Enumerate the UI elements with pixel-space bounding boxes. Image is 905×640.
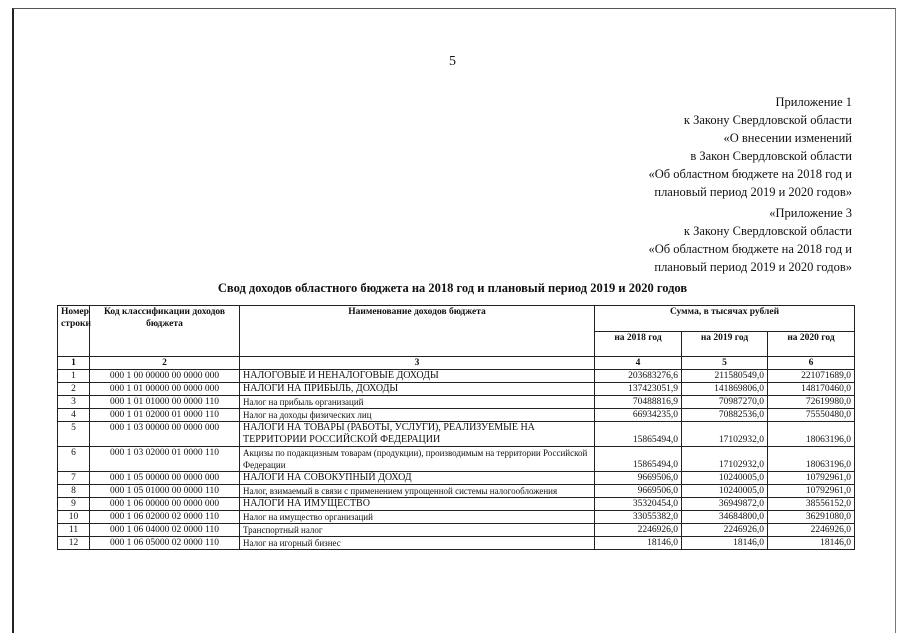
- appendix-1-line: «О внесении изменений: [723, 131, 852, 145]
- header-2019: на 2019 год: [682, 331, 768, 357]
- row-number-cell: 10: [58, 511, 90, 524]
- value-2019-cell: 34684800,0: [682, 511, 768, 524]
- value-2019-cell: 17102932,0: [682, 422, 768, 447]
- header-sum: Сумма, в тысячах рублей: [595, 306, 855, 332]
- value-2019-cell: 10240005,0: [682, 472, 768, 485]
- appendix-1-line: к Закону Свердловской области: [683, 113, 852, 127]
- column-number: 4: [595, 357, 682, 370]
- header-code: Код классификации доходов бюджета: [90, 306, 240, 357]
- name-cell: Налог на доходы физических лиц: [240, 409, 595, 422]
- table-row: [58, 511, 855, 524]
- value-2018-cell: 137423051,9: [595, 383, 682, 396]
- table-row: [58, 422, 855, 447]
- table-row: [58, 537, 855, 550]
- value-2018-cell: 203683276,6: [595, 370, 682, 383]
- value-2020-cell: 10792961,0: [768, 485, 855, 498]
- value-2019-cell: 70882536,0: [682, 409, 768, 422]
- name-cell: Налог на прибыль организаций: [240, 396, 595, 409]
- budget-table: [57, 305, 855, 550]
- appendix-1-line: в Закон Свердловской области: [690, 149, 852, 163]
- name-cell: НАЛОГИ НА СОВОКУПНЫЙ ДОХОД: [240, 472, 595, 485]
- name-cell: Налог, взимаемый в связи с применением упрощенной системы налогообложения: [240, 485, 595, 498]
- row-number-cell: 11: [58, 524, 90, 537]
- value-2020-cell: 18146,0: [768, 537, 855, 550]
- table-row: [58, 524, 855, 537]
- row-number-cell: 2: [58, 383, 90, 396]
- appendix-3-block: [648, 204, 852, 276]
- value-2019-cell: 2246926,0: [682, 524, 768, 537]
- appendix-3-line: к Закону Свердловской области: [683, 224, 852, 238]
- value-2019-cell: 211580549,0: [682, 370, 768, 383]
- value-2018-cell: 35320454,0: [595, 498, 682, 511]
- table-row: [58, 485, 855, 498]
- value-2018-cell: 15865494,0: [595, 447, 682, 472]
- code-cell: 000 1 05 00000 00 0000 000: [90, 472, 240, 485]
- name-cell: НАЛОГИ НА ТОВАРЫ (РАБОТЫ, УСЛУГИ), РЕАЛИЗУЕМЫЕ НА ТЕРРИТОРИИ РОССИЙСКОЙ ФЕДЕРАЦИИ: [240, 422, 595, 447]
- table-row: [58, 383, 855, 396]
- code-cell: 000 1 01 02000 01 0000 110: [90, 409, 240, 422]
- table-row: [58, 498, 855, 511]
- table-row: [58, 472, 855, 485]
- row-number-cell: 4: [58, 409, 90, 422]
- value-2018-cell: 18146,0: [595, 537, 682, 550]
- value-2018-cell: 66934235,0: [595, 409, 682, 422]
- value-2019-cell: 36949872,0: [682, 498, 768, 511]
- name-cell: Налог на имущество организаций: [240, 511, 595, 524]
- appendix-3-line: плановый период 2019 и 2020 годов»: [654, 260, 852, 274]
- name-cell: Акцизы по подакцизным товарам (продукции), производимым на территории Российской Федерации: [240, 447, 595, 472]
- name-cell: Транспортный налог: [240, 524, 595, 537]
- value-2019-cell: 70987270,0: [682, 396, 768, 409]
- value-2018-cell: 15865494,0: [595, 422, 682, 447]
- appendix-1-line: «Об областном бюджете на 2018 год и: [648, 167, 852, 181]
- name-cell: НАЛОГИ НА ПРИБЫЛЬ, ДОХОДЫ: [240, 383, 595, 396]
- appendix-1-block: [648, 93, 852, 201]
- value-2019-cell: 17102932,0: [682, 447, 768, 472]
- column-number: 5: [682, 357, 768, 370]
- column-number: 2: [90, 357, 240, 370]
- value-2020-cell: 148170460,0: [768, 383, 855, 396]
- row-number-cell: 8: [58, 485, 90, 498]
- value-2018-cell: 33055382,0: [595, 511, 682, 524]
- value-2018-cell: 70488816,9: [595, 396, 682, 409]
- code-cell: 000 1 01 00000 00 0000 000: [90, 383, 240, 396]
- row-number-cell: 12: [58, 537, 90, 550]
- table-row: [58, 409, 855, 422]
- value-2020-cell: 75550480,0: [768, 409, 855, 422]
- appendix-1-line: плановый период 2019 и 2020 годов»: [654, 185, 852, 199]
- header-2020: на 2020 год: [768, 331, 855, 357]
- code-cell: 000 1 03 02000 01 0000 110: [90, 447, 240, 472]
- value-2020-cell: 221071689,0: [768, 370, 855, 383]
- table-row: [58, 396, 855, 409]
- header-2018: на 2018 год: [595, 331, 682, 357]
- value-2018-cell: 2246926,0: [595, 524, 682, 537]
- table-row: [58, 447, 855, 472]
- value-2020-cell: 18063196,0: [768, 422, 855, 447]
- header-name: Наименование доходов бюджета: [240, 306, 595, 357]
- column-number: 3: [240, 357, 595, 370]
- value-2020-cell: 38556152,0: [768, 498, 855, 511]
- value-2020-cell: 10792961,0: [768, 472, 855, 485]
- code-cell: 000 1 06 00000 00 0000 000: [90, 498, 240, 511]
- row-number-cell: 5: [58, 422, 90, 447]
- code-cell: 000 1 03 00000 00 0000 000: [90, 422, 240, 447]
- value-2018-cell: 9669506,0: [595, 485, 682, 498]
- value-2020-cell: 72619980,0: [768, 396, 855, 409]
- name-cell: Налог на игорный бизнес: [240, 537, 595, 550]
- row-number-cell: 6: [58, 447, 90, 472]
- code-cell: 000 1 01 01000 00 0000 110: [90, 396, 240, 409]
- appendix-1-line: Приложение 1: [775, 95, 852, 109]
- value-2020-cell: 36291080,0: [768, 511, 855, 524]
- table-row: [58, 370, 855, 383]
- code-cell: 000 1 06 05000 02 0000 110: [90, 537, 240, 550]
- value-2019-cell: 141869806,0: [682, 383, 768, 396]
- row-number-cell: 3: [58, 396, 90, 409]
- appendix-3-line: «Приложение 3: [769, 206, 852, 220]
- name-cell: НАЛОГОВЫЕ И НЕНАЛОГОВЫЕ ДОХОДЫ: [240, 370, 595, 383]
- column-number: 6: [768, 357, 855, 370]
- code-cell: 000 1 05 01000 00 0000 110: [90, 485, 240, 498]
- column-number: 1: [58, 357, 90, 370]
- code-cell: 000 1 06 02000 02 0000 110: [90, 511, 240, 524]
- name-cell: НАЛОГИ НА ИМУЩЕСТВО: [240, 498, 595, 511]
- value-2019-cell: 18146,0: [682, 537, 768, 550]
- row-number-cell: 7: [58, 472, 90, 485]
- row-number-cell: 9: [58, 498, 90, 511]
- appendix-3-line: «Об областном бюджете на 2018 год и: [648, 242, 852, 256]
- code-cell: 000 1 00 00000 00 0000 000: [90, 370, 240, 383]
- value-2020-cell: 2246926,0: [768, 524, 855, 537]
- row-number-cell: 1: [58, 370, 90, 383]
- value-2019-cell: 10240005,0: [682, 485, 768, 498]
- page-number: 5: [449, 54, 456, 69]
- value-2020-cell: 18063196,0: [768, 447, 855, 472]
- code-cell: 000 1 06 04000 02 0000 110: [90, 524, 240, 537]
- table-title: Свод доходов областного бюджета на 2018 год и плановый период 2019 и 2020 годов: [217, 281, 688, 295]
- header-row-number: Номер строки: [58, 306, 90, 357]
- value-2018-cell: 9669506,0: [595, 472, 682, 485]
